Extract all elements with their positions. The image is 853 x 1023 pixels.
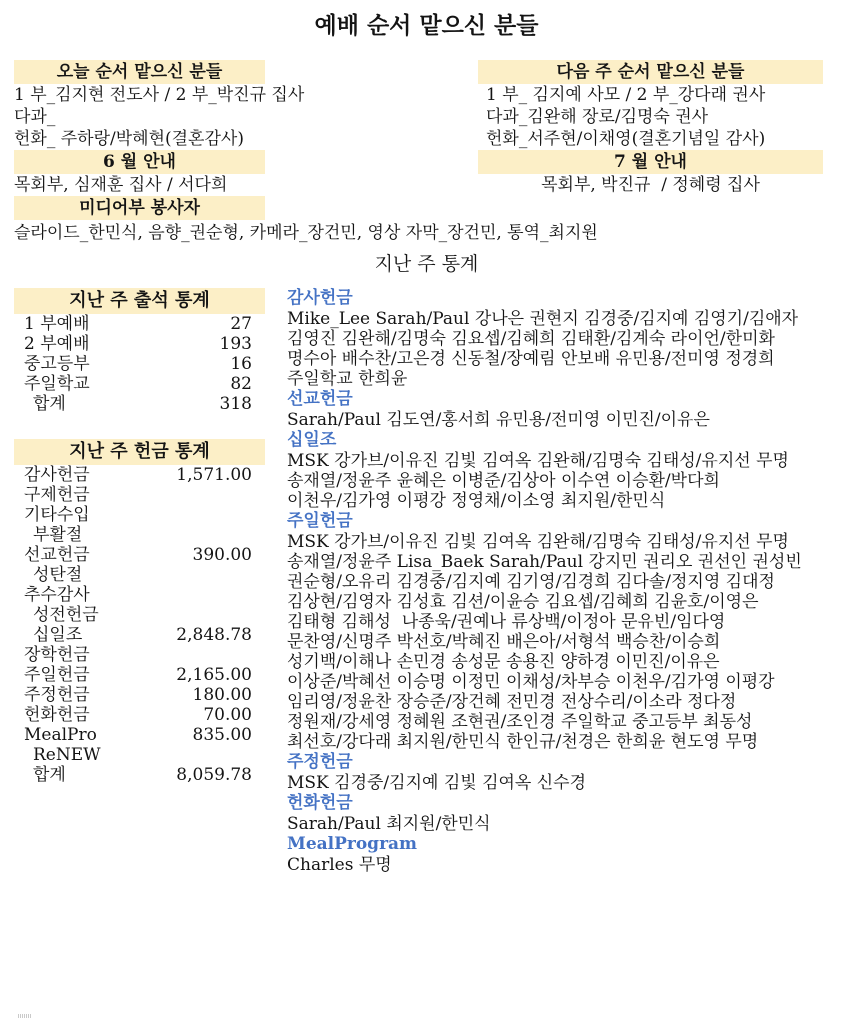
june-header: 6 월 안내 [14, 150, 265, 174]
offering-row-label: 성탄절 [33, 565, 83, 585]
offering-table [14, 439, 265, 785]
section-tithe [287, 430, 839, 511]
offering-row-value: 2,165.00 [176, 665, 252, 685]
donor-names-line: MSK 강가브/이유진 김빛 김여옥 김완해/김명숙 김태성/유지선 무명 [287, 532, 789, 552]
today-header: 오늘 순서 맡으신 분들 [14, 60, 265, 84]
attendance-row-label: 중고등부 [24, 354, 90, 374]
offering-header: 지난 주 헌금 통계 [14, 439, 265, 465]
section-flower-offering [287, 793, 839, 834]
sunday-offering-names [287, 532, 839, 752]
attendance-row-label: 합계 [33, 394, 66, 414]
donor-names-line: 명수아 배수찬/고은경 신동철/장예림 안보배 유민용/전미영 정경희 [287, 349, 775, 369]
offering-row-label: 십일조 [33, 625, 83, 645]
offering-row [14, 685, 265, 705]
attendance-row [14, 374, 265, 394]
attendance-row-value: 193 [219, 334, 252, 354]
today-line-2: 다과_ [14, 107, 56, 127]
donor-names-line: Sarah/Paul 최지원/한민식 [287, 814, 491, 834]
offering-row-value: 70.00 [203, 705, 252, 725]
section-sunday-offering [287, 511, 839, 752]
donor-names-line: 송재열/정윤주 Lisa_Baek Sarah/Paul 강지민 권리오 권선인 권성빈 [287, 552, 802, 572]
today-column [14, 60, 478, 220]
stats-left-column [14, 288, 265, 875]
offering-row [14, 545, 265, 565]
offering-rows [14, 465, 265, 785]
donor-names-line: 최선호/강다래 최지원/한민식 한인규/천경은 한희윤 현도영 무명 [287, 732, 759, 752]
next-week-column [478, 60, 823, 220]
donor-names-line: 정원재/강세영 정혜원 조현권/조인경 주일학교 중고등부 최동성 [287, 712, 753, 732]
attendance-table [14, 288, 265, 414]
next-week-line-1: 1 부_ 김지예 사모 / 2 부_강다래 권사 [486, 85, 766, 105]
offering-row-value: 390.00 [192, 545, 252, 565]
offering-row [14, 625, 265, 645]
attendance-row-value: 82 [230, 374, 252, 394]
offering-row [14, 705, 265, 725]
donor-names-line: Charles 무명 [287, 855, 392, 875]
attendance-row [14, 314, 265, 334]
thanksgiving-offering-header: 감사헌금 [287, 288, 353, 308]
media-header: 미디어부 봉사자 [14, 196, 265, 220]
offering-row-value: 1,571.00 [176, 465, 252, 485]
attendance-row [14, 334, 265, 354]
assignments-section [14, 60, 839, 220]
donor-names-line: 김영진 김완해/김명숙 김요셉/김혜희 김태환/김계숙 라이언/한미화 [287, 329, 775, 349]
attendance-row-label: 1 부예배 [24, 314, 90, 334]
attendance-row-value: 318 [219, 394, 252, 414]
media-volunteers-line: 슬라이드_한민식, 음향_권순형, 카메라_장건민, 영상 자막_장건민, 통역_최지원 [14, 223, 598, 243]
offering-row [14, 525, 265, 545]
july-header: 7 월 안내 [478, 150, 823, 174]
meal-program-names [287, 855, 839, 875]
donor-names-line: 김상현/김영자 김성효 김션/이윤승 김요셉/김혜희 김윤호/이영은 [287, 592, 759, 612]
offering-row [14, 745, 265, 765]
next-week-line-2: 다과_김완해 장로/김명숙 권사 [486, 107, 709, 127]
donor-names-line: 임리영/정윤찬 장승준/장건혜 전민경 전상수리/이소라 정다정 [287, 692, 737, 712]
offering-row-label: 선교헌금 [24, 545, 90, 565]
offering-row-label: 합계 [33, 765, 66, 785]
attendance-row [14, 394, 265, 414]
offering-row [14, 565, 265, 585]
offering-row-label: 장학헌금 [24, 645, 90, 665]
section-weekday-offering [287, 752, 839, 793]
donor-names-line: Mike_Lee Sarah/Paul 강나은 권현지 김경중/김지예 김영기/김애자 [287, 309, 799, 329]
attendance-row-value: 27 [230, 314, 252, 334]
thanksgiving-offering-names [287, 309, 839, 389]
attendance-rows [14, 314, 265, 414]
attendance-header: 지난 주 출석 통계 [14, 288, 265, 314]
donor-names-line: 문찬영/신명주 박선호/박혜진 배은아/서형석 백승찬/이승희 [287, 632, 721, 652]
attendance-row-label: 주일학교 [24, 374, 90, 394]
offering-row [14, 665, 265, 685]
donor-names-line: 이천우/김가영 이평강 정영채/이소영 최지원/한민식 [287, 491, 666, 511]
attendance-row-value: 16 [230, 354, 252, 374]
mission-offering-header: 선교헌금 [287, 389, 353, 409]
weekday-offering-header: 주정헌금 [287, 752, 353, 772]
mission-offering-names [287, 410, 839, 430]
offering-row [14, 485, 265, 505]
donor-names-line: 성기백/이해나 손민경 송성문 송용진 양하경 이민진/이유은 [287, 652, 720, 672]
tithe-names [287, 451, 839, 511]
offering-row-label: 주정헌금 [24, 685, 90, 705]
offering-row-label: 주일헌금 [24, 665, 90, 685]
offering-row [14, 765, 265, 785]
offering-row-label: 기타수입 [24, 505, 90, 525]
offering-row [14, 645, 265, 665]
today-line-3: 헌화_ 주하랑/박혜현(결혼감사) [14, 129, 244, 149]
donor-names-line: 송재열/정윤주 윤혜은 이병준/김상아 이수연 이승환/박다희 [287, 471, 720, 491]
donor-names-line: Sarah/Paul 김도연/홍서희 유민용/전미영 이민진/이유은 [287, 410, 710, 430]
offering-row-label: MealPro [24, 725, 97, 745]
offering-row-label: 추수감사 [24, 585, 90, 605]
offering-row [14, 505, 265, 525]
donor-names-line: MSK 김경중/김지예 김빛 김여옥 신수경 [287, 773, 587, 793]
june-line: 목회부, 심재훈 집사 / 서다희 [14, 175, 228, 195]
offering-row-value: 8,059.78 [176, 765, 252, 785]
section-thanksgiving-offering [287, 288, 839, 389]
flower-offering-names [287, 814, 839, 834]
offering-row [14, 605, 265, 625]
stats-section [14, 288, 839, 875]
page-title: 예배 순서 맡으신 분들 [314, 12, 539, 39]
meal-program-header: MealProgram [287, 834, 418, 854]
offering-row-value: 2,848.78 [176, 625, 252, 645]
offering-row-value: 835.00 [192, 725, 252, 745]
offering-row-label: 부활절 [33, 525, 83, 545]
offering-row-label: 감사헌금 [24, 465, 90, 485]
donor-names-line: 이상준/박혜선 이승명 이정민 이채성/차부승 이천우/김가영 이평강 [287, 672, 775, 692]
section-mission-offering [287, 389, 839, 430]
offering-row-label: ReNEW [33, 745, 101, 765]
today-line-1: 1 부_김지현 전도사 / 2 부_박진규 집사 [14, 85, 305, 105]
offering-row [14, 725, 265, 745]
offering-row-value: 180.00 [192, 685, 252, 705]
flower-offering-header: 헌화헌금 [287, 793, 353, 813]
offering-row-label: 성전헌금 [33, 605, 99, 625]
next-week-header: 다음 주 순서 맡으신 분들 [478, 60, 823, 84]
tithe-header: 십일조 [287, 430, 337, 450]
donor-names-line: 주일학교 한희윤 [287, 369, 408, 389]
offering-row-label: 구제헌금 [24, 485, 90, 505]
offering-row [14, 465, 265, 485]
sunday-offering-header: 주일헌금 [287, 511, 353, 531]
donor-names-line: MSK 강가브/이유진 김빛 김여옥 김완해/김명숙 김태성/유지선 무명 [287, 451, 789, 471]
next-week-line-3: 헌화_서주현/이채영(결혼기념일 감사) [486, 129, 766, 149]
donor-names-line: 김태형 김해성 나종욱/권예나 류상백/이정아 문유빈/임다영 [287, 612, 726, 632]
donor-lists-column [287, 288, 839, 875]
stats-title: 지난 주 통계 [374, 253, 479, 275]
attendance-row [14, 354, 265, 374]
offering-row [14, 585, 265, 605]
offering-row-label: 헌화헌금 [24, 705, 90, 725]
footer-mark [18, 1014, 32, 1018]
attendance-row-label: 2 부예배 [24, 334, 90, 354]
section-meal-program [287, 834, 839, 875]
donor-names-line: 권순형/오유리 김경중/김지예 김기영/김경희 김다솔/정지영 김대정 [287, 572, 775, 592]
july-line: 목회부, 박진규 / 정혜령 집사 [541, 175, 760, 195]
weekday-offering-names [287, 773, 839, 793]
